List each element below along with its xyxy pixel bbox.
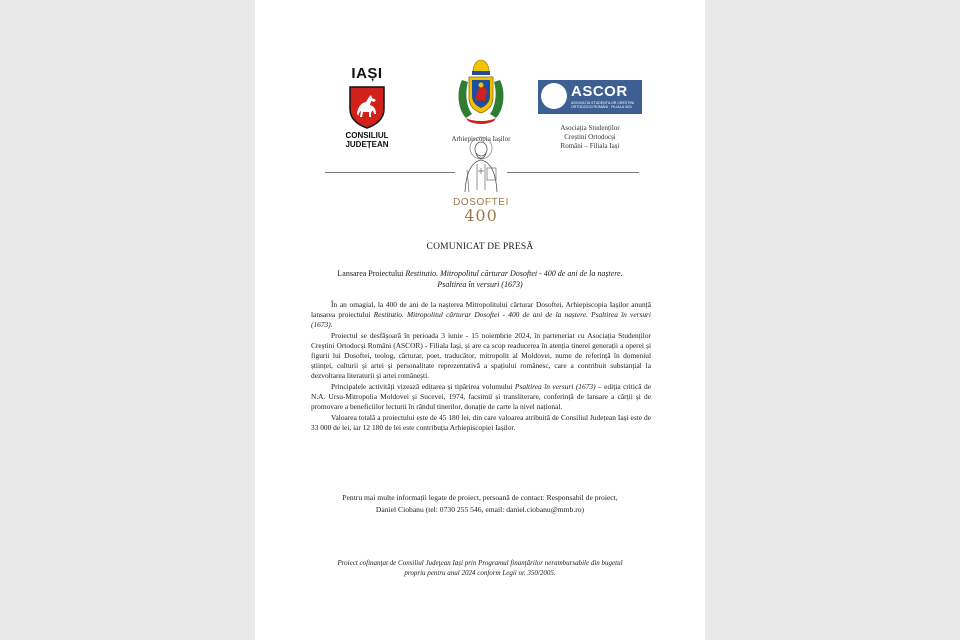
paragraph-3-book-title: Psaltirea în versuri (1673) — [514, 382, 596, 391]
subtitle-project-name-line2: Psaltirea în versuri (1673) — [437, 280, 523, 289]
archdiocese-logo — [441, 58, 521, 143]
page-title: COMUNICAT DE PRESĂ — [426, 242, 534, 252]
subtitle-prefix: Lansarea Proiectului — [337, 269, 406, 278]
archdiocese-coat-of-arms-icon — [456, 58, 506, 128]
county-name: IAȘI — [351, 65, 383, 82]
county-sub-line1: CONSILIUL — [345, 131, 389, 140]
paragraph-1-text: În an omagial, la 400 de ani de la nașterea Mitropolitului cărturar Dosoftei, Arhiepiscopia Iașilor anunță lansarea proiectului — [311, 300, 651, 319]
ascor-emblem-icon — [541, 83, 567, 109]
dosoftei-portrait-icon — [455, 134, 507, 194]
funding-note-line2: propriu pentru anul 2024 conform Legii nr. 350/2005. — [404, 569, 556, 577]
paragraph-1-project-name: Restitutio. Mitropolitul cărturar Dosoftei - 400 de ani de la naștere. Psaltirea în versuri (1673). — [311, 310, 651, 329]
ascor-caption-line2: Creștini Ortodocși — [564, 133, 616, 141]
dosoftei-logo-name: DOSOFTEI — [453, 197, 509, 208]
header-rule-left — [325, 172, 455, 173]
paragraph-2: Proiectul se desfășoară în perioada 3 iunie - 15 noiembrie 2024, în parteneriat cu Asociația Studenților Creștini Ortodocși Români (ASCOR) - Filiala Iași, și are ca scop readucerea în atenția tinerei generații a operei și figurii lui Dosoftei, teolog, cărturar, poet, traducător, mitropolit al Moldovei, nume de referință în domeniul științei, culturii și artei și personalitate reprezentativă a spațiului românesc, care a contribuit substanțial la dezvoltarea literaturii și artei românești. — [311, 331, 651, 380]
funding-note — [295, 558, 665, 578]
press-release-body — [311, 300, 651, 434]
dosoftei-400-logo — [451, 134, 511, 224]
contact-info — [295, 492, 665, 516]
press-release-page — [255, 0, 705, 640]
county-sub-line2: JUDEȚEAN — [345, 140, 389, 149]
contact-line1: Pentru mai multe informații legate de proiect, persoană de contact: Responsabil de proiect, — [342, 493, 618, 502]
ascor-caption — [538, 124, 642, 151]
header-rule-right — [507, 172, 639, 173]
ascor-logo — [538, 80, 642, 151]
press-release-subtitle — [285, 268, 675, 290]
archdiocese-caption: Arhiepiscopia Iașilor — [451, 135, 511, 143]
paragraph-1 — [311, 300, 651, 330]
paragraph-3-text: Principalele activități vizează editarea și tipărirea volumului — [331, 382, 515, 391]
ascor-caption-line1: Asociația Studenților — [560, 124, 620, 132]
paragraph-3-rest: – ediția critică de N.A. Ursu-Mitropolia Moldovei și Sucevei, 1974, facsimil și transliterare, conferință de lansare a cărții și de promovare a beneficiilor lecturii în rândul tinerilor, donație de carte la nivel național. — [311, 382, 651, 411]
ascor-logo-box — [538, 80, 642, 114]
paragraph-3 — [311, 382, 651, 412]
ascor-logo-small-text: ASOCIAȚIA STUDENȚILOR CREȘTINI ORTODOCȘI ROMÂNI · FILIALA IAȘI — [571, 101, 635, 110]
county-shield-icon — [347, 85, 387, 129]
contact-line2: Daniel Ciobanu (tel: 0730 255 546, email: daniel.ciobanu@mmb.ro) — [375, 505, 585, 514]
ascor-caption-line3: Români – Filiala Iași — [560, 142, 620, 150]
paragraph-4: Valoarea totală a proiectului este de 45 180 lei, din care valoarea atribuită de Consiliul Județean Iași este de 33 000 de lei, iar 12 180 de lei este contribuția Arhiepiscopiei Iașilor. — [311, 413, 651, 432]
ascor-logo-text: ASCOR — [571, 83, 628, 100]
county-council-logo — [341, 66, 393, 149]
dosoftei-logo-number: 400 — [464, 206, 498, 225]
subtitle-project-name: Restitutio. Mitropolitul cărturar Dosoftei - 400 de ani de la naștere. — [405, 269, 623, 278]
funding-note-line1: Proiect cofinanțat de Consiliul Județean Iași prin Programul finanțărilor nerambursabile din bugetul — [337, 559, 623, 567]
